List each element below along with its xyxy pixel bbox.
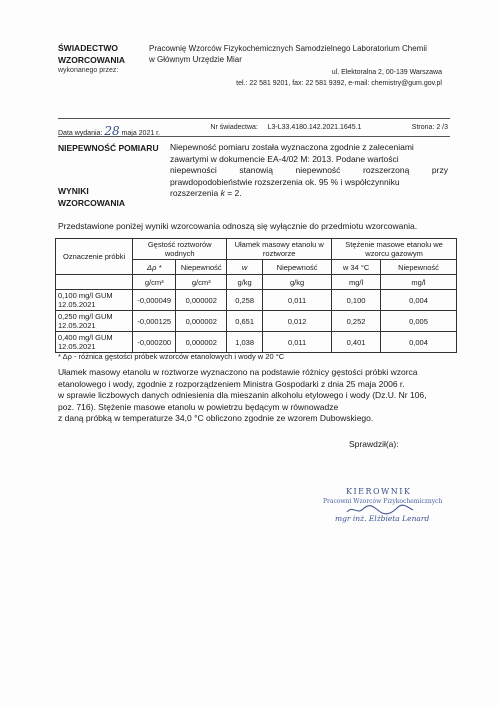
stamp-name: mgr inż. Elżbieta Lenard (335, 514, 430, 523)
sample-cell: 0,250 mg/l GUM 12.05.2021 (56, 311, 133, 332)
results-intro: Przedstawione poniżej wyniki wzorcowania odnoszą się wyłącznie do przedmiotu wzorcowania. (58, 221, 418, 231)
address-line-1: ul. Elektoralna 2, 00-139 Warszawa (331, 69, 442, 76)
group-density-header: Gęstość roztworów wodnych (133, 239, 227, 260)
method-line-2: etanolowego i wody, zgodnie z rozporządzeniem Ministra Gospodarki z dnia 25 maja 2006 r. (58, 378, 405, 389)
uncertainty-line-4: prawdopodobieństwie rozszerzenia ok. 95 % i współczynniku (170, 176, 400, 187)
w-unc-cell: 0,011 (263, 332, 332, 353)
uncertainty-text (170, 142, 448, 200)
issue-day-handwritten: 28 (104, 124, 120, 138)
conc-cell: 0,100 (332, 290, 381, 311)
delta-cell: -0,000200 (133, 332, 176, 353)
sample-cell: 0,100 mg/l GUM 12.05.2021 (56, 290, 133, 311)
delta-unc-cell: 0,000002 (176, 311, 227, 332)
meta-divider (58, 136, 450, 137)
unit-mgl-1: mg/l (332, 275, 381, 290)
word-niepewnosci: niepewności (170, 165, 217, 175)
coverage-factor-value: = 2. (227, 188, 242, 198)
cert-label: Nr świadectwa: (210, 124, 258, 131)
checked-by-label: Sprawdził(a): (349, 439, 399, 449)
table-units-row (56, 275, 457, 290)
method-line-4: poz. 716). Stężenie masowe etanolu w powietrzu będącym w równowadze (58, 401, 339, 412)
units-empty-cell (56, 275, 133, 290)
cert-value: L3-L33.4180.142.2021.1645.1 (267, 124, 362, 131)
table-header-row (56, 239, 457, 260)
conc-unc-cell: 0,005 (380, 311, 456, 332)
method-paragraph (58, 367, 450, 425)
issue-date-label: Data wydania: (58, 130, 103, 137)
page-value: 2 /3 (436, 124, 448, 131)
unit-gkg-2: g/kg (263, 275, 332, 290)
unit-mgl-2: mg/l (380, 275, 456, 290)
method-line-5: z daną próbką w temperaturze 34,0 °C obliczono zgodnie ze wzorem Dubowskiego. (58, 413, 374, 423)
sample-cell: 0,400 mg/l GUM 12.05.2021 (56, 332, 133, 353)
w-cell: 0,651 (227, 311, 263, 332)
col-sample-header: Oznaczenie próbki (56, 239, 133, 275)
density-uncertainty-header: Niepewność (176, 260, 227, 275)
table-row (56, 311, 457, 332)
uncertainty-line-2: zawartymi w dokumencie EA-4/02 M: 2013. Podane wartości (170, 153, 399, 164)
w-header: w (227, 260, 263, 275)
delta-unc-cell: 0,000002 (176, 332, 227, 353)
word-rozszerzona: rozszerzoną (363, 165, 410, 175)
title-line-1: ŚWIADECTWO (58, 43, 118, 53)
uncertainty-line-3 (170, 165, 448, 177)
lab-address (236, 67, 442, 89)
w-unc-cell: 0,012 (263, 311, 332, 332)
conc-unc-cell: 0,004 (380, 290, 456, 311)
lab-line-1: Pracownię Wzorców Fizykochemicznych Samodzielnego Laboratorium Chemii (149, 44, 427, 53)
uncertainty-title: NIEPEWNOŚĆ POMIARU (58, 143, 159, 153)
results-title (58, 185, 125, 209)
group-concentration-header: Stężenie masowe etanolu we wzorcu gazowym (332, 239, 457, 260)
document-title (58, 42, 125, 66)
delta-rho-header: Δρ * (133, 260, 176, 275)
w-cell: 0,258 (227, 290, 263, 311)
results-title-line-1: WYNIKI (58, 186, 89, 196)
uncertainty-line-1: Niepewność pomiaru została wyznaczona zgodnie z zaleceniami (170, 142, 414, 152)
issue-date-rest: maja 2021 r. (121, 130, 161, 137)
unit-gkg-1: g/kg (227, 275, 263, 290)
results-table (55, 238, 457, 353)
title-line-2: WZORCOWANIA (58, 55, 126, 65)
w-cell: 1,038 (227, 332, 263, 353)
method-line-1: Ułamek masowy etanolu w roztworze wyznaczono na podstawie różnicy gęstości próbki wzorca (58, 367, 418, 377)
word-rozszerzenia: rozszerzenia (170, 188, 219, 198)
table-row (56, 332, 457, 353)
conc-cell: 0,252 (332, 311, 381, 332)
coverage-factor-symbol: k (220, 188, 225, 198)
unit-gcm-1: g/cm³ (133, 275, 176, 290)
address-line-2: tel.: 22 581 9201, fax: 22 581 9392, e-mail: chemistry@gum.gov.pl (236, 80, 442, 87)
stamp-subtitle: Pracowni Wzorców Fizykochemicznych (323, 498, 443, 505)
delta-unc-cell: 0,000002 (176, 290, 227, 311)
conc-unc-cell: 0,004 (380, 332, 456, 353)
word-niepewnosc: niepewność (295, 165, 341, 175)
lab-line-2: w Głównym Urzędzie Miar (149, 55, 242, 64)
uncertainty-line-5 (170, 188, 448, 200)
stamp-title: KIEROWNIK (346, 487, 412, 496)
w-uncertainty-header: Niepewność (263, 260, 332, 275)
conc-uncertainty-header: Niepewność (380, 260, 456, 275)
w-unc-cell: 0,011 (263, 290, 332, 311)
conc-cell: 0,401 (332, 332, 381, 353)
word-przy: przy (431, 165, 448, 175)
page-label: Strona: (411, 124, 435, 131)
delta-cell: -0,000049 (133, 290, 176, 311)
method-line-3: w sprawie liczbowych danych odniesienia dla mieszanin alkoholu etylowego i wody (Dz.U. Nr 106, (58, 390, 427, 400)
delta-cell: -0,000125 (133, 311, 176, 332)
table-footnote: * Δρ - różnica gęstości próbek wzorców etanolowych i wody w 20 °C (58, 352, 285, 361)
unit-gcm-2: g/cm³ (176, 275, 227, 290)
temp-34-header: w 34 °C (332, 260, 381, 275)
table-row (56, 290, 457, 311)
performed-by-label: wykonanego przez: (58, 67, 119, 74)
group-mass-fraction-header: Ułamek masowy etanolu w roztworze (227, 239, 332, 260)
word-stanowia: stanowią (239, 165, 273, 175)
results-title-line-2: WZORCOWANIA (58, 198, 126, 208)
header-divider (58, 118, 450, 119)
lab-name (149, 43, 427, 65)
